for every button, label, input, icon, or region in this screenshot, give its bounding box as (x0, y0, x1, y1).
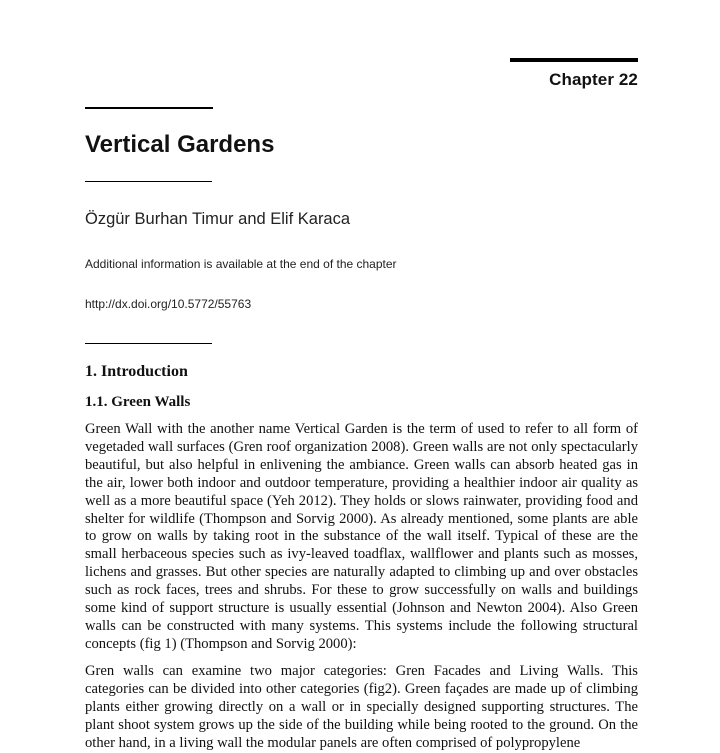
body-paragraph-2: Gren walls can examine two major categories: Gren Facades and Living Walls. This categories can be divided into other categories (fig2). Green façades are made up of climbing plants either growing directly on a wall or in specially designed supporting structures. The plant shoot system grows up the side of the building while being rooted to the ground. On the other hand, in a living wall the modular panels are often comprised of polypropylene (85, 663, 638, 751)
chapter-rule (510, 58, 638, 62)
authors: Özgür Burhan Timur and Elif Karaca (85, 210, 351, 228)
title-top-rule (85, 107, 213, 109)
section-heading: 1. Introduction (85, 363, 188, 380)
subsection-heading: 1.1. Green Walls (85, 394, 191, 410)
body-paragraph-1: Green Wall with the another name Vertical Garden is the term of used to refer to all form of vegetaded wall surfaces (Gren roof organization 2008). Green walls are not only spectacularly beautiful, but also helpful in enlivening the ambiance. Green walls can absorb heated gas in the air, lower both indoor and outdoor temperature, providing a healthier indoor air quality as well as a more beautiful space (Yeh 2012). They holds or slows rainwater, providing food and shelter for wildlife (Thompson and Sorvig 2000). As already mentioned, some plants are able to grow on walls by taking root in the substance of the wall itself. Typical of these are the small herbaceous species such as ivy-leaved toadflax, wallflower and plants such as mosses, lichens and grasses. But other species are naturally adapted to climbing up and over obstacles such as rock faces, trees and shrubs. For these to grow successfully on walls and buildings some kind of support structure is usually essential (Johnson and Newton 2004). Also Green walls can be constructed with many systems. This systems include the following structural concepts (fig 1) (Thompson and Sorvig 2000): (85, 421, 638, 652)
chapter-title: Vertical Gardens (85, 131, 275, 158)
additional-info-note: Additional information is available at the end of the chapter (85, 257, 397, 271)
doi-link[interactable]: http://dx.doi.org/10.5772/55763 (85, 297, 252, 311)
section-rule (85, 343, 212, 344)
chapter-label: Chapter 22 (549, 70, 638, 89)
title-bottom-rule (85, 181, 212, 182)
